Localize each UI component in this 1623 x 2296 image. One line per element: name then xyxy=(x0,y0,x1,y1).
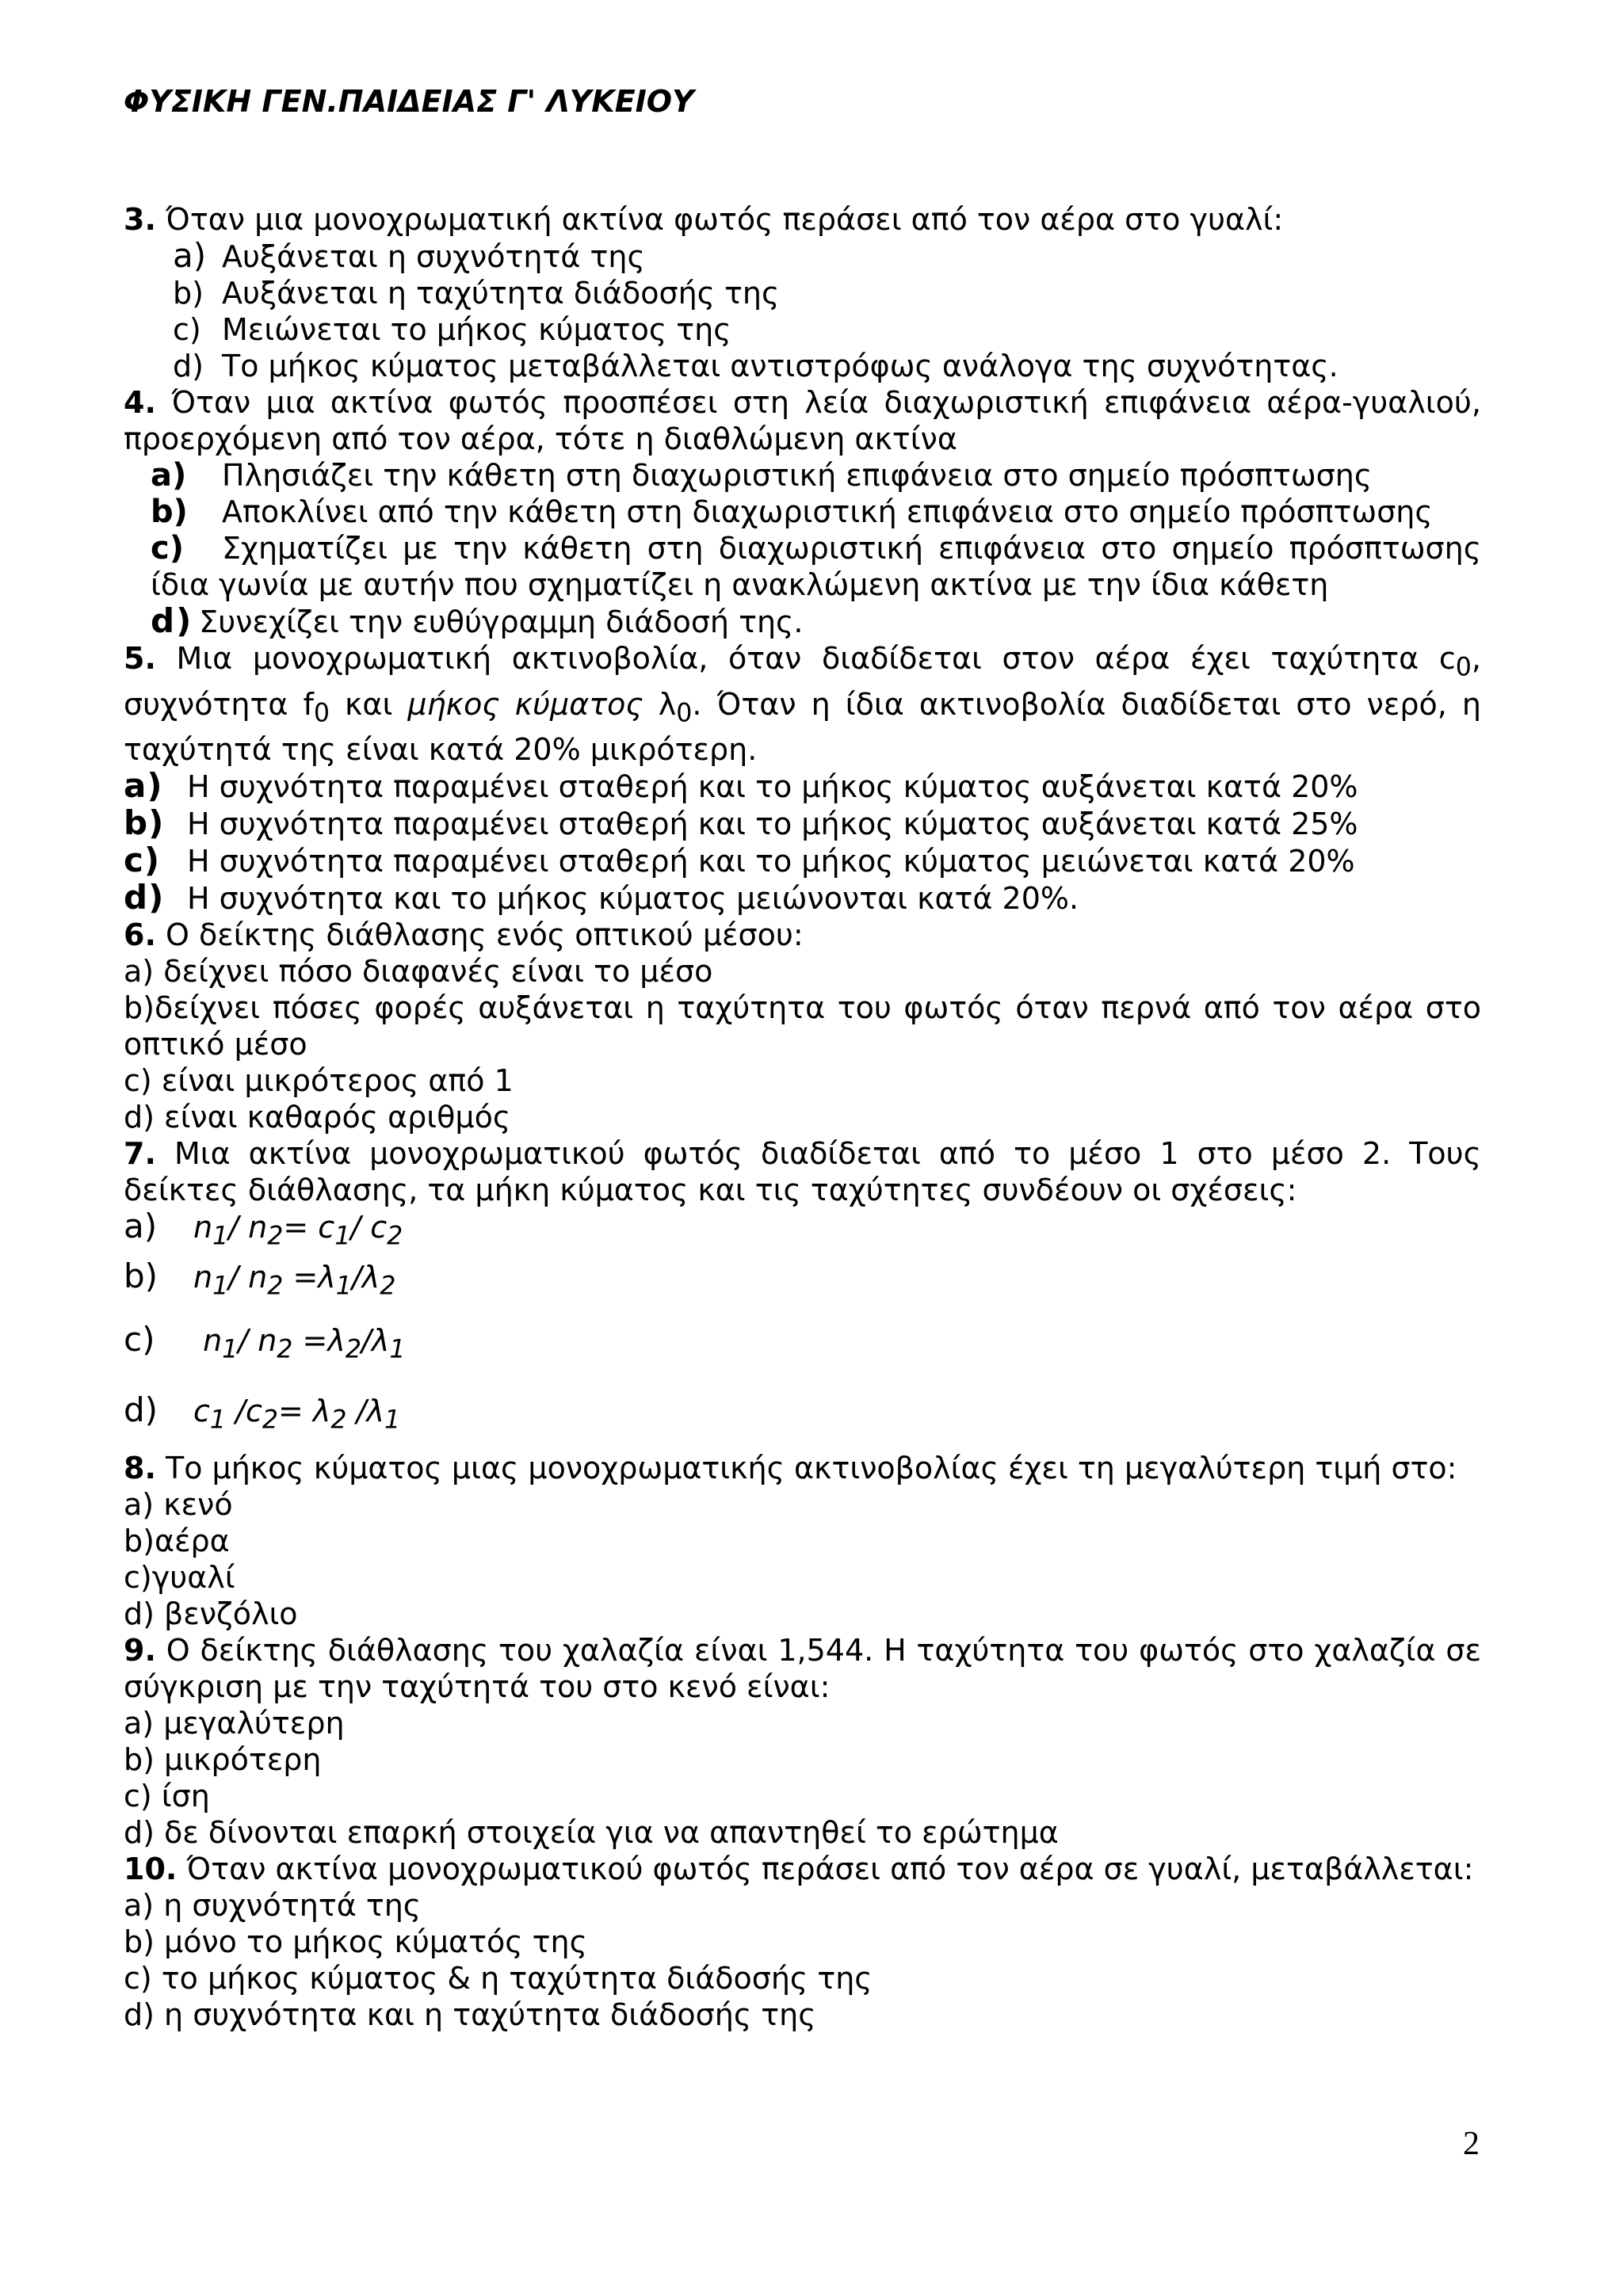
option-b: b) μόνο το μήκος κύματός της xyxy=(124,1924,587,1959)
option-d xyxy=(124,879,1481,917)
option-d: d) δε δίνονται επαρκή στοιχεία για να απαντηθεί το ερώτημα xyxy=(124,1814,1059,1850)
stem-part: και xyxy=(329,686,408,722)
subscript: 0 xyxy=(1455,653,1472,682)
question-stem xyxy=(124,640,1481,768)
option-text: Πλησιάζει την κάθετη στη διαχωριστική επιφάνεια στο σημείο πρόσπτωσης xyxy=(222,458,1373,493)
option-b xyxy=(124,805,1481,842)
formula: $n_1/$ $n_2= c_1/$ $c_2$ xyxy=(193,1210,403,1251)
option-a: a) η συχνότητά της xyxy=(124,1887,422,1923)
option-label: b) xyxy=(124,1256,158,1295)
page-header: ΦΥΣΙΚΗ ΓΕΝ.ΠΑΙΔΕΙΑΣ Γ' ΛΥΚΕΙΟΥ xyxy=(124,84,694,119)
question-number: 5. xyxy=(124,641,156,676)
option-label: c) xyxy=(173,312,201,347)
option-a: a) δείχνει πόσο διαφανές είναι το μέσο xyxy=(124,954,713,990)
question-text: Ο δείκτης διάθλασης ενός οπτικού μέσου: xyxy=(165,917,804,953)
option-label: d) xyxy=(173,349,204,383)
question-text: Όταν ακτίνα μονοχρωματικού φωτός περάσει από τον αέρα σε γυαλί, μεταβάλλεται: xyxy=(186,1851,1474,1886)
question-number: 9. xyxy=(124,1632,156,1668)
stem-part: Μια μονοχρωματική ακτινοβολία, όταν διαδίδεται στον αέρα έχει ταχύτητα c xyxy=(176,641,1456,676)
question-text xyxy=(124,641,1481,767)
option-d xyxy=(124,603,1481,640)
option-a: a) κενό xyxy=(124,1486,233,1522)
option-c: c) το μήκος κύματος & η ταχύτητα διάδοσής της xyxy=(124,1960,873,1996)
option-d: d) βενζόλιο xyxy=(124,1596,298,1631)
option-text: Αυξάνεται η συχνότητά της xyxy=(222,239,645,274)
question-5 xyxy=(124,640,1481,917)
option-text: Η συχνότητα παραμένει σταθερή και το μήκος κύματος αυξάνεται κατά 25% xyxy=(187,807,1358,842)
question-10 xyxy=(124,1851,1481,2033)
question-stem xyxy=(124,384,1481,457)
question-text: Όταν μια ακτίνα φωτός προσπέσει στη λεία διαχωριστική επιφάνεια αέρα-γυαλιού, προερχόμενη από τον αέρα, τότε η διαθλώμενη ακτίνα xyxy=(124,385,1481,456)
option-label: a) xyxy=(151,457,187,494)
formula: $n_1/$ $n_2 =\lambda_1/\lambda_2$ xyxy=(193,1259,396,1301)
option-label: d) xyxy=(151,601,193,640)
question-number: 6. xyxy=(124,917,156,953)
option-label: d) xyxy=(124,878,165,917)
option-a xyxy=(124,238,1481,275)
option-label: c) xyxy=(124,841,161,880)
question-number: 8. xyxy=(124,1450,156,1486)
option-label: c) xyxy=(151,530,184,566)
question-number: 4. xyxy=(124,385,156,420)
stem-italic: μήκος κύματος xyxy=(407,686,643,722)
question-4 xyxy=(124,384,1481,640)
option-text: Το μήκος κύματος μεταβάλλεται αντιστρόφως ανάλογα της συχνότητας. xyxy=(222,349,1338,383)
option-text: Αποκλίνει από την κάθετη στη διαχωριστική επιφάνεια στο σημείο πρόσπτωσης xyxy=(222,494,1433,529)
question-text: Όταν μια μονοχρωματική ακτίνα φωτός περάσει από τον αέρα στο γυαλί: xyxy=(165,202,1284,237)
option-d xyxy=(124,348,1481,384)
option-b: b)δείχνει πόσες φορές αυξάνεται η ταχύτητα του φωτός όταν περνά από τον αέρα στο οπτικό μέσο xyxy=(124,990,1481,1062)
question-list xyxy=(124,201,1481,2033)
option-text: Συνεχίζει την ευθύγραμμη διάδοσή της. xyxy=(199,605,804,639)
option-c xyxy=(124,842,1481,879)
option-a xyxy=(124,457,1481,494)
option-label: b) xyxy=(151,494,188,530)
stem-part: , συχνότητα f xyxy=(124,641,1481,722)
option-label: a) xyxy=(124,766,163,806)
option-a xyxy=(124,1208,1481,1255)
question-stem xyxy=(124,1632,1481,1705)
question-3 xyxy=(124,201,1481,384)
question-number: 3. xyxy=(124,202,156,237)
option-b xyxy=(124,275,1481,311)
stem-part: λ xyxy=(643,686,677,722)
option-label: c) xyxy=(124,1320,155,1360)
question-stem xyxy=(124,201,1481,238)
option-c xyxy=(124,1322,1481,1368)
formula: $c_1$ $/c_2= \lambda_2$ $/\lambda_1$ xyxy=(193,1393,401,1435)
option-text: Η συχνότητα και το μήκος κύματος μειώνονται κατά 20%. xyxy=(187,881,1079,917)
question-8 xyxy=(124,1450,1481,1632)
option-a: a) μεγαλύτερη xyxy=(124,1705,345,1741)
option-label: b) xyxy=(124,803,165,843)
question-7 xyxy=(124,1135,1481,1438)
stem-part: . Όταν η ίδια ακτινοβολία διαδίδεται στο νερό, η ταχύτητά της είναι κατά 20% μικρότερη. xyxy=(124,686,1481,768)
question-text: Ο δείκτης διάθλασης του χαλαζία είναι 1,544. Η ταχύτητα του φωτός στο χαλαζία σε σύγκριση με την ταχύτητά του στο κενό είναι: xyxy=(124,1632,1481,1704)
option-text: Η συχνότητα παραμένει σταθερή και το μήκος κύματος αυξάνεται κατά 20% xyxy=(187,769,1358,805)
option-d xyxy=(124,1392,1481,1439)
option-b xyxy=(124,494,1481,530)
option-b: b)αέρα xyxy=(124,1523,230,1558)
question-stem xyxy=(124,1450,1481,1486)
option-label: a) xyxy=(124,1207,158,1246)
option-text: Σχηματίζει με την κάθετη στη διαχωριστική επιφάνεια στο σημείο πρόσπτωσης ίδια γωνία με αυτήν που σχηματίζει η ανακλώμενη ακτίνα με την ίδια κάθετη xyxy=(151,531,1481,602)
question-number: 10. xyxy=(124,1851,178,1886)
option-label: a) xyxy=(173,236,207,275)
option-label: d) xyxy=(124,1390,158,1429)
question-stem xyxy=(124,917,1481,953)
question-6 xyxy=(124,917,1481,1135)
subscript: 0 xyxy=(313,699,330,728)
question-9 xyxy=(124,1632,1481,1851)
option-text: Αυξάνεται η ταχύτητα διάδοσής της xyxy=(222,276,780,311)
page-number: 2 xyxy=(1463,2126,1480,2162)
option-d: d) η συχνότητα και η ταχύτητα διάδοσής της xyxy=(124,1997,816,2032)
option-text: Μειώνεται το μήκος κύματος της xyxy=(222,312,731,347)
question-text: Το μήκος κύματος μιας μονοχρωματικής ακτινοβολίας έχει τη μεγαλύτερη τιμή στο: xyxy=(165,1450,1457,1486)
formula: $n_1/$ $n_2 =\lambda_2/\lambda_1$ xyxy=(193,1323,406,1364)
option-c xyxy=(124,311,1481,348)
option-text: Η συχνότητα παραμένει σταθερή και το μήκος κύματος μειώνεται κατά 20% xyxy=(187,844,1355,879)
option-c: c) είναι μικρότερος από 1 xyxy=(124,1063,514,1099)
subscript: 0 xyxy=(676,699,693,728)
option-b xyxy=(124,1258,1481,1305)
option-b: b) μικρότερη xyxy=(124,1741,322,1777)
option-a xyxy=(124,768,1481,805)
option-c xyxy=(124,530,1481,603)
question-text: Μια ακτίνα μονοχρωματικού φωτός διαδίδεται από το μέσο 1 στο μέσο 2. Τους δείκτες διάθλασης, τα μήκη κύματος και τις ταχύτητες συνδέουν οι σχέσεις: xyxy=(124,1136,1481,1208)
question-stem xyxy=(124,1135,1481,1208)
option-d: d) είναι καθαρός αριθμός xyxy=(124,1100,511,1135)
question-number: 7. xyxy=(124,1136,156,1172)
option-c: c) ίση xyxy=(124,1778,210,1814)
question-stem xyxy=(124,1851,1481,1887)
option-label: b) xyxy=(173,276,204,311)
option-c: c)γυαλί xyxy=(124,1559,235,1595)
